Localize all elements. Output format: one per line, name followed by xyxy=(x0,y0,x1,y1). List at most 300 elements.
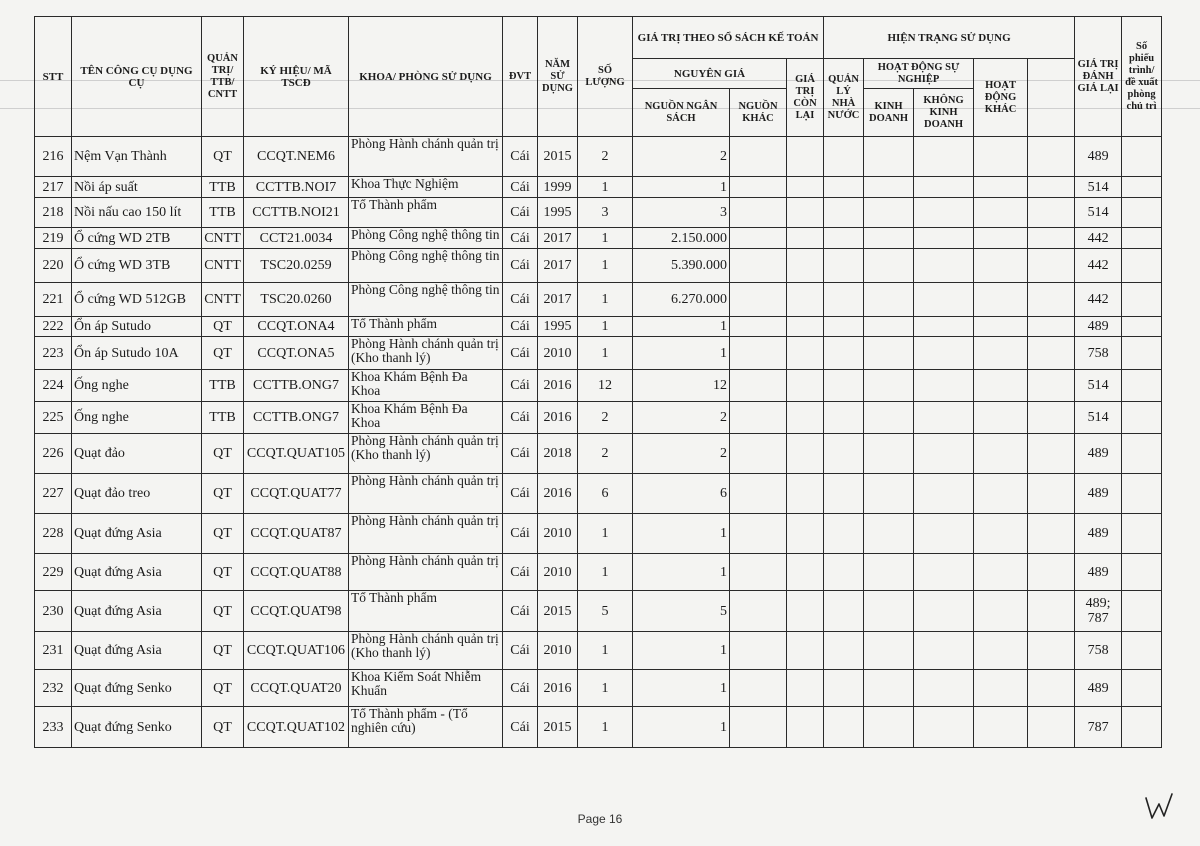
cell-budget-value: 5 xyxy=(633,591,730,632)
cell-quantity: 1 xyxy=(578,632,633,670)
cell-remaining-value xyxy=(787,434,824,474)
header-revaluation: GIÁ TRỊ ĐÁNH GIÁ LẠI xyxy=(1075,17,1122,137)
table-row xyxy=(35,474,1162,514)
cell-department: Phòng Hành chánh quản trị (Kho thanh lý) xyxy=(349,632,503,670)
cell-unit: Cái xyxy=(503,554,538,591)
cell-revaluation xyxy=(1028,434,1075,474)
cell-state-management xyxy=(824,370,864,402)
table-row xyxy=(35,337,1162,370)
cell-management-type: TTB xyxy=(202,402,244,434)
table-row xyxy=(35,283,1162,317)
header-budget-source: NGUỒN NGÂN SÁCH xyxy=(633,89,730,137)
cell-department: Tổ Thành phẩm xyxy=(349,198,503,228)
cell-unit: Cái xyxy=(503,249,538,283)
cell-quantity: 2 xyxy=(578,434,633,474)
cell-state-management xyxy=(824,434,864,474)
table-row xyxy=(35,228,1162,249)
cell-department: Phòng Hành chánh quản trị xyxy=(349,474,503,514)
cell-management-type: QT xyxy=(202,337,244,370)
cell-management-type: TTB xyxy=(202,198,244,228)
cell-stt: 223 xyxy=(35,337,72,370)
cell-budget-value: 1 xyxy=(633,707,730,748)
cell-department: Tổ Thành phẩm - (Tổ nghiên cứu) xyxy=(349,707,503,748)
cell-state-management xyxy=(824,632,864,670)
cell-year: 2017 xyxy=(538,228,578,249)
cell-state-management xyxy=(824,707,864,748)
cell-budget-value: 1 xyxy=(633,554,730,591)
cell-year: 2016 xyxy=(538,670,578,707)
cell-management-type: CNTT xyxy=(202,283,244,317)
cell-non-business xyxy=(914,434,974,474)
cell-department: Phòng Hành chánh quản trị xyxy=(349,137,503,177)
cell-code: CCQT.NEM6 xyxy=(244,137,349,177)
cell-stt: 217 xyxy=(35,177,72,198)
cell-budget-value: 1 xyxy=(633,317,730,337)
cell-quantity: 1 xyxy=(578,670,633,707)
cell-name: Quạt đảo treo xyxy=(72,474,202,514)
cell-other-source xyxy=(730,283,787,317)
cell-other-source xyxy=(730,370,787,402)
cell-code: CCQT.QUAT105 xyxy=(244,434,349,474)
cell-stt: 229 xyxy=(35,554,72,591)
table-row xyxy=(35,198,1162,228)
cell-budget-value: 12 xyxy=(633,370,730,402)
cell-other-source xyxy=(730,474,787,514)
header-other-source: NGUỒN KHÁC xyxy=(730,89,787,137)
cell-proposal-number: 758 xyxy=(1075,337,1122,370)
cell-non-business xyxy=(914,317,974,337)
cell-management-type: QT xyxy=(202,434,244,474)
cell-remaining-value xyxy=(787,514,824,554)
cell-proposal-number: 442 xyxy=(1075,283,1122,317)
cell-state-management xyxy=(824,283,864,317)
cell-code: CCTTB.ONG7 xyxy=(244,402,349,434)
cell-year: 2016 xyxy=(538,370,578,402)
cell-proposal-number: 442 xyxy=(1075,249,1122,283)
table-row xyxy=(35,249,1162,283)
cell-department: Khoa Khám Bệnh Đa Khoa xyxy=(349,402,503,434)
cell-non-business xyxy=(914,198,974,228)
cell-business xyxy=(864,632,914,670)
cell-quantity: 1 xyxy=(578,514,633,554)
cell-notes xyxy=(1122,370,1162,402)
cell-stt: 230 xyxy=(35,591,72,632)
cell-year: 2015 xyxy=(538,137,578,177)
cell-budget-value: 1 xyxy=(633,514,730,554)
cell-management-type: CNTT xyxy=(202,228,244,249)
cell-budget-value: 1 xyxy=(633,670,730,707)
cell-state-management xyxy=(824,317,864,337)
cell-name: Ổ cứng WD 3TB xyxy=(72,249,202,283)
table-row xyxy=(35,317,1162,337)
cell-non-business xyxy=(914,228,974,249)
cell-business xyxy=(864,337,914,370)
cell-state-management xyxy=(824,474,864,514)
header-state-management: QUẢN LÝ NHÀ NƯỚC xyxy=(824,59,864,137)
cell-other-source xyxy=(730,434,787,474)
cell-year: 1995 xyxy=(538,317,578,337)
cell-state-management xyxy=(824,198,864,228)
cell-revaluation xyxy=(1028,337,1075,370)
cell-other-activity xyxy=(974,402,1028,434)
cell-remaining-value xyxy=(787,317,824,337)
cell-business xyxy=(864,177,914,198)
cell-business xyxy=(864,228,914,249)
cell-quantity: 1 xyxy=(578,283,633,317)
page-number: Page 16 xyxy=(577,812,623,826)
cell-code: CCQT.QUAT98 xyxy=(244,591,349,632)
cell-unit: Cái xyxy=(503,177,538,198)
cell-remaining-value xyxy=(787,137,824,177)
cell-revaluation xyxy=(1028,249,1075,283)
cell-name: Quạt đứng Asia xyxy=(72,554,202,591)
cell-other-source xyxy=(730,670,787,707)
cell-non-business xyxy=(914,249,974,283)
cell-state-management xyxy=(824,228,864,249)
cell-other-activity xyxy=(974,317,1028,337)
cell-non-business xyxy=(914,137,974,177)
cell-year: 1995 xyxy=(538,198,578,228)
table-row xyxy=(35,514,1162,554)
cell-other-activity xyxy=(974,370,1028,402)
cell-state-management xyxy=(824,137,864,177)
cell-name: Ổ cứng WD 512GB xyxy=(72,283,202,317)
cell-year: 1999 xyxy=(538,177,578,198)
cell-non-business xyxy=(914,591,974,632)
table-row xyxy=(35,554,1162,591)
cell-other-activity xyxy=(974,228,1028,249)
cell-year: 2010 xyxy=(538,337,578,370)
cell-proposal-number: 489 xyxy=(1075,434,1122,474)
cell-budget-value: 3 xyxy=(633,198,730,228)
table-body xyxy=(35,137,1162,748)
cell-year: 2010 xyxy=(538,632,578,670)
cell-revaluation xyxy=(1028,632,1075,670)
cell-non-business xyxy=(914,514,974,554)
cell-other-source xyxy=(730,249,787,283)
cell-non-business xyxy=(914,554,974,591)
cell-budget-value: 1 xyxy=(633,177,730,198)
signature-mark xyxy=(1142,788,1182,824)
cell-non-business xyxy=(914,283,974,317)
cell-budget-value: 6 xyxy=(633,474,730,514)
cell-remaining-value xyxy=(787,228,824,249)
cell-notes xyxy=(1122,337,1162,370)
cell-business xyxy=(864,317,914,337)
cell-year: 2015 xyxy=(538,591,578,632)
cell-other-source xyxy=(730,337,787,370)
cell-quantity: 1 xyxy=(578,249,633,283)
cell-name: Ống nghe xyxy=(72,370,202,402)
cell-business xyxy=(864,402,914,434)
cell-code: CCTTB.ONG7 xyxy=(244,370,349,402)
header-quantity: SỐ LƯỢNG xyxy=(578,17,633,137)
cell-other-activity xyxy=(974,249,1028,283)
cell-other-activity xyxy=(974,177,1028,198)
cell-name: Quạt đứng Asia xyxy=(72,514,202,554)
cell-department: Khoa Thực Nghiệm xyxy=(349,177,503,198)
cell-revaluation xyxy=(1028,670,1075,707)
cell-business xyxy=(864,198,914,228)
cell-year: 2016 xyxy=(538,474,578,514)
cell-management-type: QT xyxy=(202,137,244,177)
cell-notes xyxy=(1122,591,1162,632)
cell-stt: 228 xyxy=(35,514,72,554)
cell-other-activity xyxy=(974,137,1028,177)
table-row xyxy=(35,370,1162,402)
cell-code: CCQT.QUAT77 xyxy=(244,474,349,514)
table-row xyxy=(35,707,1162,748)
header-business: KINH DOANH xyxy=(864,89,914,137)
cell-year: 2016 xyxy=(538,402,578,434)
cell-revaluation xyxy=(1028,177,1075,198)
cell-non-business xyxy=(914,474,974,514)
cell-other-activity xyxy=(974,670,1028,707)
cell-other-source xyxy=(730,707,787,748)
cell-remaining-value xyxy=(787,474,824,514)
cell-stt: 218 xyxy=(35,198,72,228)
cell-other-activity xyxy=(974,474,1028,514)
cell-remaining-value xyxy=(787,591,824,632)
cell-department: Phòng Công nghệ thông tin xyxy=(349,228,503,249)
header-code: KÝ HIỆU/ MÃ TSCĐ xyxy=(244,17,349,137)
cell-stt: 224 xyxy=(35,370,72,402)
cell-other-source xyxy=(730,402,787,434)
cell-notes xyxy=(1122,249,1162,283)
cell-department: Khoa Khám Bệnh Đa Khoa xyxy=(349,370,503,402)
cell-business xyxy=(864,283,914,317)
cell-notes xyxy=(1122,317,1162,337)
cell-unit: Cái xyxy=(503,434,538,474)
cell-department: Phòng Công nghệ thông tin xyxy=(349,283,503,317)
cell-budget-value: 1 xyxy=(633,337,730,370)
header-stt: STT xyxy=(35,17,72,137)
cell-other-source xyxy=(730,317,787,337)
table-row xyxy=(35,402,1162,434)
cell-business xyxy=(864,249,914,283)
header-department: KHOA/ PHÒNG SỬ DỤNG xyxy=(349,17,503,137)
cell-business xyxy=(864,370,914,402)
cell-name: Quạt đứng Senko xyxy=(72,707,202,748)
cell-unit: Cái xyxy=(503,514,538,554)
cell-department: Phòng Hành chánh quản trị xyxy=(349,514,503,554)
cell-budget-value: 6.270.000 xyxy=(633,283,730,317)
table-row xyxy=(35,137,1162,177)
cell-state-management xyxy=(824,249,864,283)
cell-name: Quạt đứng Asia xyxy=(72,632,202,670)
cell-proposal-number: 489 xyxy=(1075,474,1122,514)
cell-remaining-value xyxy=(787,670,824,707)
header-remaining-value: GIÁ TRỊ CÒN LẠI xyxy=(787,59,824,137)
cell-management-type: QT xyxy=(202,591,244,632)
cell-remaining-value xyxy=(787,198,824,228)
cell-code: CCQT.QUAT106 xyxy=(244,632,349,670)
cell-department: Phòng Công nghệ thông tin xyxy=(349,249,503,283)
cell-stt: 219 xyxy=(35,228,72,249)
cell-code: CCQT.QUAT20 xyxy=(244,670,349,707)
cell-year: 2010 xyxy=(538,514,578,554)
cell-code: CCQT.QUAT102 xyxy=(244,707,349,748)
cell-business xyxy=(864,137,914,177)
cell-unit: Cái xyxy=(503,591,538,632)
inventory-table xyxy=(34,16,1162,748)
cell-remaining-value xyxy=(787,554,824,591)
cell-business xyxy=(864,474,914,514)
cell-quantity: 1 xyxy=(578,554,633,591)
cell-proposal-number: 514 xyxy=(1075,198,1122,228)
cell-revaluation xyxy=(1028,198,1075,228)
cell-stt: 220 xyxy=(35,249,72,283)
cell-management-type: QT xyxy=(202,632,244,670)
cell-non-business xyxy=(914,707,974,748)
cell-quantity: 2 xyxy=(578,137,633,177)
cell-other-activity xyxy=(974,337,1028,370)
cell-name: Ống nghe xyxy=(72,402,202,434)
cell-quantity: 6 xyxy=(578,474,633,514)
cell-department: Khoa Kiểm Soát Nhiễm Khuẩn xyxy=(349,670,503,707)
cell-management-type: QT xyxy=(202,554,244,591)
cell-unit: Cái xyxy=(503,370,538,402)
cell-quantity: 1 xyxy=(578,337,633,370)
cell-proposal-number: 514 xyxy=(1075,402,1122,434)
cell-notes xyxy=(1122,514,1162,554)
cell-name: Ổ cứng WD 2TB xyxy=(72,228,202,249)
cell-other-source xyxy=(730,177,787,198)
table-row xyxy=(35,434,1162,474)
cell-other-source xyxy=(730,632,787,670)
cell-budget-value: 2 xyxy=(633,434,730,474)
cell-name: Quạt đứng Asia xyxy=(72,591,202,632)
cell-revaluation xyxy=(1028,514,1075,554)
cell-revaluation xyxy=(1028,228,1075,249)
cell-department: Phòng Hành chánh quản trị xyxy=(349,554,503,591)
cell-notes xyxy=(1122,283,1162,317)
cell-other-activity xyxy=(974,198,1028,228)
cell-code: CCQT.QUAT87 xyxy=(244,514,349,554)
cell-notes xyxy=(1122,137,1162,177)
cell-revaluation xyxy=(1028,370,1075,402)
table-row xyxy=(35,670,1162,707)
cell-name: Nồi nấu cao 150 lít xyxy=(72,198,202,228)
cell-proposal-number: 489 xyxy=(1075,137,1122,177)
header-year: NĂM SỬ DỤNG xyxy=(538,17,578,137)
cell-notes xyxy=(1122,474,1162,514)
header-public-service: HOẠT ĐỘNG SỰ NGHIỆP xyxy=(864,59,974,89)
cell-year: 2015 xyxy=(538,707,578,748)
cell-revaluation xyxy=(1028,283,1075,317)
cell-other-activity xyxy=(974,591,1028,632)
cell-non-business xyxy=(914,402,974,434)
cell-unit: Cái xyxy=(503,670,538,707)
cell-revaluation xyxy=(1028,591,1075,632)
header-original-price: NGUYÊN GIÁ xyxy=(633,59,787,89)
cell-remaining-value xyxy=(787,370,824,402)
cell-proposal-number: 758 xyxy=(1075,632,1122,670)
header-management-type: QUẢN TRỊ/ TTB/ CNTT xyxy=(202,17,244,137)
cell-budget-value: 5.390.000 xyxy=(633,249,730,283)
cell-name: Nồi áp suất xyxy=(72,177,202,198)
cell-other-source xyxy=(730,228,787,249)
table-row xyxy=(35,632,1162,670)
cell-state-management xyxy=(824,591,864,632)
cell-budget-value: 1 xyxy=(633,632,730,670)
cell-year: 2010 xyxy=(538,554,578,591)
cell-revaluation xyxy=(1028,402,1075,434)
cell-revaluation xyxy=(1028,317,1075,337)
cell-code: CCQT.QUAT88 xyxy=(244,554,349,591)
cell-remaining-value xyxy=(787,177,824,198)
cell-revaluation xyxy=(1028,474,1075,514)
cell-unit: Cái xyxy=(503,474,538,514)
cell-stt: 221 xyxy=(35,283,72,317)
cell-other-source xyxy=(730,591,787,632)
cell-remaining-value xyxy=(787,249,824,283)
cell-department: Phòng Hành chánh quản trị (Kho thanh lý) xyxy=(349,434,503,474)
cell-proposal-number: 489 xyxy=(1075,554,1122,591)
cell-quantity: 12 xyxy=(578,370,633,402)
header-non-business: KHÔNG KINH DOANH xyxy=(914,89,974,137)
cell-unit: Cái xyxy=(503,402,538,434)
cell-code: CCTTB.NOI7 xyxy=(244,177,349,198)
cell-department: Tổ Thành phẩm xyxy=(349,591,503,632)
cell-unit: Cái xyxy=(503,337,538,370)
cell-state-management xyxy=(824,554,864,591)
cell-code: TSC20.0260 xyxy=(244,283,349,317)
cell-management-type: QT xyxy=(202,474,244,514)
cell-other-source xyxy=(730,137,787,177)
cell-budget-value: 2 xyxy=(633,402,730,434)
header-usage-status-group: HIỆN TRẠNG SỬ DỤNG xyxy=(824,17,1075,59)
cell-business xyxy=(864,434,914,474)
cell-quantity: 1 xyxy=(578,317,633,337)
cell-name: Quạt đứng Senko xyxy=(72,670,202,707)
cell-other-activity xyxy=(974,632,1028,670)
cell-unit: Cái xyxy=(503,137,538,177)
header-other-activity: HOẠT ĐỘNG KHÁC xyxy=(974,59,1028,137)
cell-unit: Cái xyxy=(503,283,538,317)
cell-management-type: QT xyxy=(202,707,244,748)
cell-revaluation xyxy=(1028,554,1075,591)
cell-management-type: TTB xyxy=(202,370,244,402)
header-proposal-number: Số phiếu trình/ đề xuất phòng chủ trì xyxy=(1122,17,1162,137)
cell-budget-value: 2 xyxy=(633,137,730,177)
cell-proposal-number: 489 xyxy=(1075,317,1122,337)
cell-notes xyxy=(1122,554,1162,591)
cell-quantity: 1 xyxy=(578,707,633,748)
cell-unit: Cái xyxy=(503,228,538,249)
cell-notes xyxy=(1122,228,1162,249)
cell-business xyxy=(864,554,914,591)
header-book-value-group: GIÁ TRỊ THEO SỔ SÁCH KẾ TOÁN xyxy=(633,17,824,59)
cell-year: 2017 xyxy=(538,283,578,317)
cell-unit: Cái xyxy=(503,632,538,670)
cell-stt: 231 xyxy=(35,632,72,670)
cell-name: Ổn áp Sutudo xyxy=(72,317,202,337)
cell-other-activity xyxy=(974,514,1028,554)
cell-quantity: 1 xyxy=(578,228,633,249)
cell-stt: 225 xyxy=(35,402,72,434)
header-name: TÊN CÔNG CỤ DỤNG CỤ xyxy=(72,17,202,137)
header-unit: ĐVT xyxy=(503,17,538,137)
cell-other-activity xyxy=(974,554,1028,591)
cell-code: CCQT.ONA4 xyxy=(244,317,349,337)
cell-non-business xyxy=(914,370,974,402)
cell-non-business xyxy=(914,670,974,707)
cell-remaining-value xyxy=(787,707,824,748)
cell-business xyxy=(864,670,914,707)
cell-stt: 232 xyxy=(35,670,72,707)
cell-code: TSC20.0259 xyxy=(244,249,349,283)
